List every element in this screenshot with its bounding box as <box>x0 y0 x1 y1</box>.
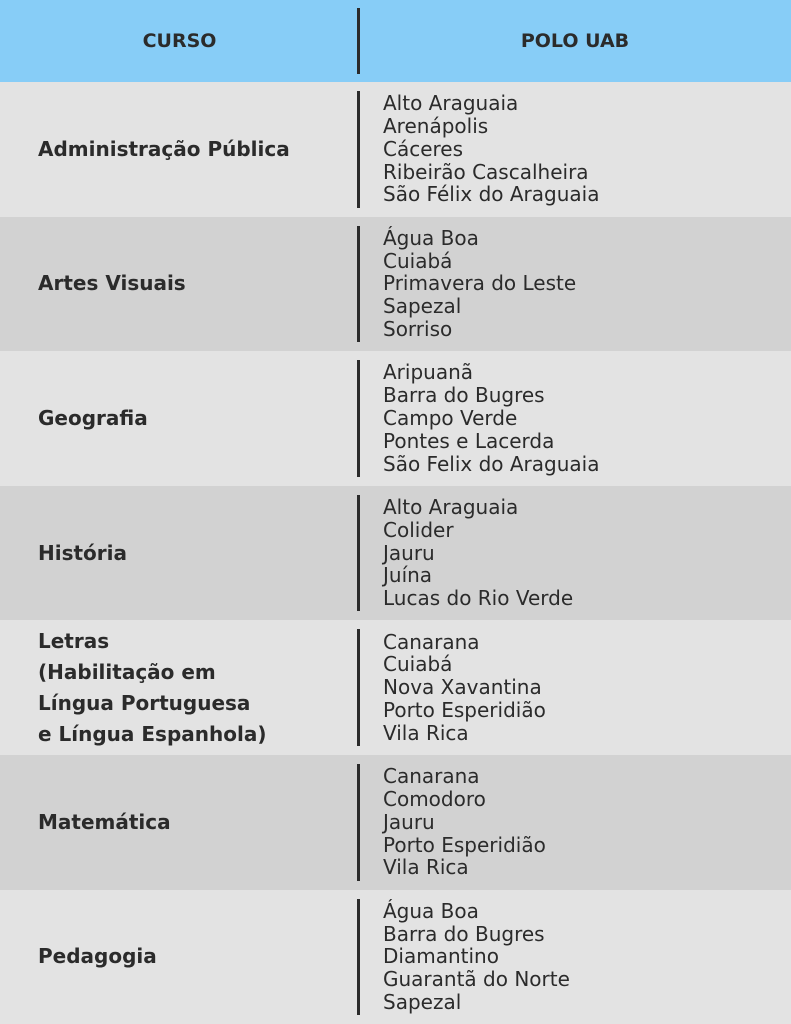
course-name: Matemática <box>38 809 171 834</box>
pole-list <box>359 227 576 341</box>
pole-item: Alto Araguaia <box>383 495 519 520</box>
pole-item: Vila Rica <box>383 720 469 745</box>
pole-item: Barra do Bugres <box>383 921 545 946</box>
pole-item: Guarantã do Norte <box>383 967 570 992</box>
table-header <box>0 0 791 82</box>
table-row <box>0 82 791 217</box>
pole-item: Barra do Bugres <box>383 383 545 408</box>
pole-item: Ribeirão Cascalheira <box>383 159 589 184</box>
pole-item: Cuiabá <box>383 652 453 677</box>
pole-list <box>359 361 599 475</box>
pole-item: Canarana <box>383 764 480 789</box>
row-divider <box>357 629 360 746</box>
pole-item: Primavera do Leste <box>383 271 577 296</box>
pole-item: Cáceres <box>383 136 464 161</box>
pole-list <box>359 900 570 1014</box>
pole-item: Jauru <box>383 540 435 565</box>
pole-item: Campo Verde <box>383 406 518 431</box>
course-name: Artes Visuais <box>38 271 186 296</box>
pole-item: Nova Xavantina <box>383 675 542 700</box>
pole-item: Cuiabá <box>383 248 453 273</box>
row-divider <box>357 91 360 208</box>
row-divider <box>357 899 360 1016</box>
pole-item: Colider <box>383 517 454 542</box>
row-divider <box>357 360 360 477</box>
course-name: Administração Pública <box>38 136 290 161</box>
header-pole: POLO UAB <box>520 30 630 52</box>
course-name: Letras (Habilitação em Língua Portuguesa e Língua Espanhola) <box>38 628 267 746</box>
pole-list <box>359 631 546 745</box>
pole-item: Alto Araguaia <box>383 91 519 116</box>
pole-item: Canarana <box>383 629 480 654</box>
pole-item: Sapezal <box>383 294 462 319</box>
pole-item: Diamantino <box>383 944 499 969</box>
pole-item: Água Boa <box>383 225 479 250</box>
pole-list <box>359 765 546 879</box>
pole-item: Comodoro <box>383 787 486 812</box>
course-name: Pedagogia <box>38 944 157 969</box>
header-divider <box>357 8 360 74</box>
pole-item: Lucas do Rio Verde <box>383 586 574 611</box>
row-divider <box>357 226 360 343</box>
pole-list <box>359 92 599 206</box>
pole-item: Porto Esperidião <box>383 832 546 857</box>
table-row <box>0 351 791 486</box>
pole-list <box>359 496 573 610</box>
row-divider <box>357 764 360 881</box>
table-row <box>0 217 791 352</box>
course-name: Geografia <box>38 405 148 430</box>
pole-item: Sorriso <box>383 317 453 342</box>
pole-item: São Felix do Araguaia <box>383 451 600 476</box>
pole-item: Aripuanã <box>383 360 474 385</box>
pole-item: São Félix do Araguaia <box>383 182 600 207</box>
pole-item: Jauru <box>383 809 435 834</box>
pole-item: Sapezal <box>383 990 462 1015</box>
header-course: CURSO <box>142 30 217 52</box>
table-row <box>0 620 791 755</box>
pole-item: Arenápolis <box>383 114 489 139</box>
pole-item: Pontes e Lacerda <box>383 428 555 453</box>
pole-item: Água Boa <box>383 898 479 923</box>
table-row <box>0 755 791 890</box>
table-row <box>0 486 791 621</box>
pole-item: Juína <box>383 563 433 588</box>
pole-item: Vila Rica <box>383 855 469 880</box>
table-row <box>0 890 791 1024</box>
row-divider <box>357 495 360 612</box>
course-name: História <box>38 540 128 565</box>
pole-item: Porto Esperidião <box>383 698 546 723</box>
